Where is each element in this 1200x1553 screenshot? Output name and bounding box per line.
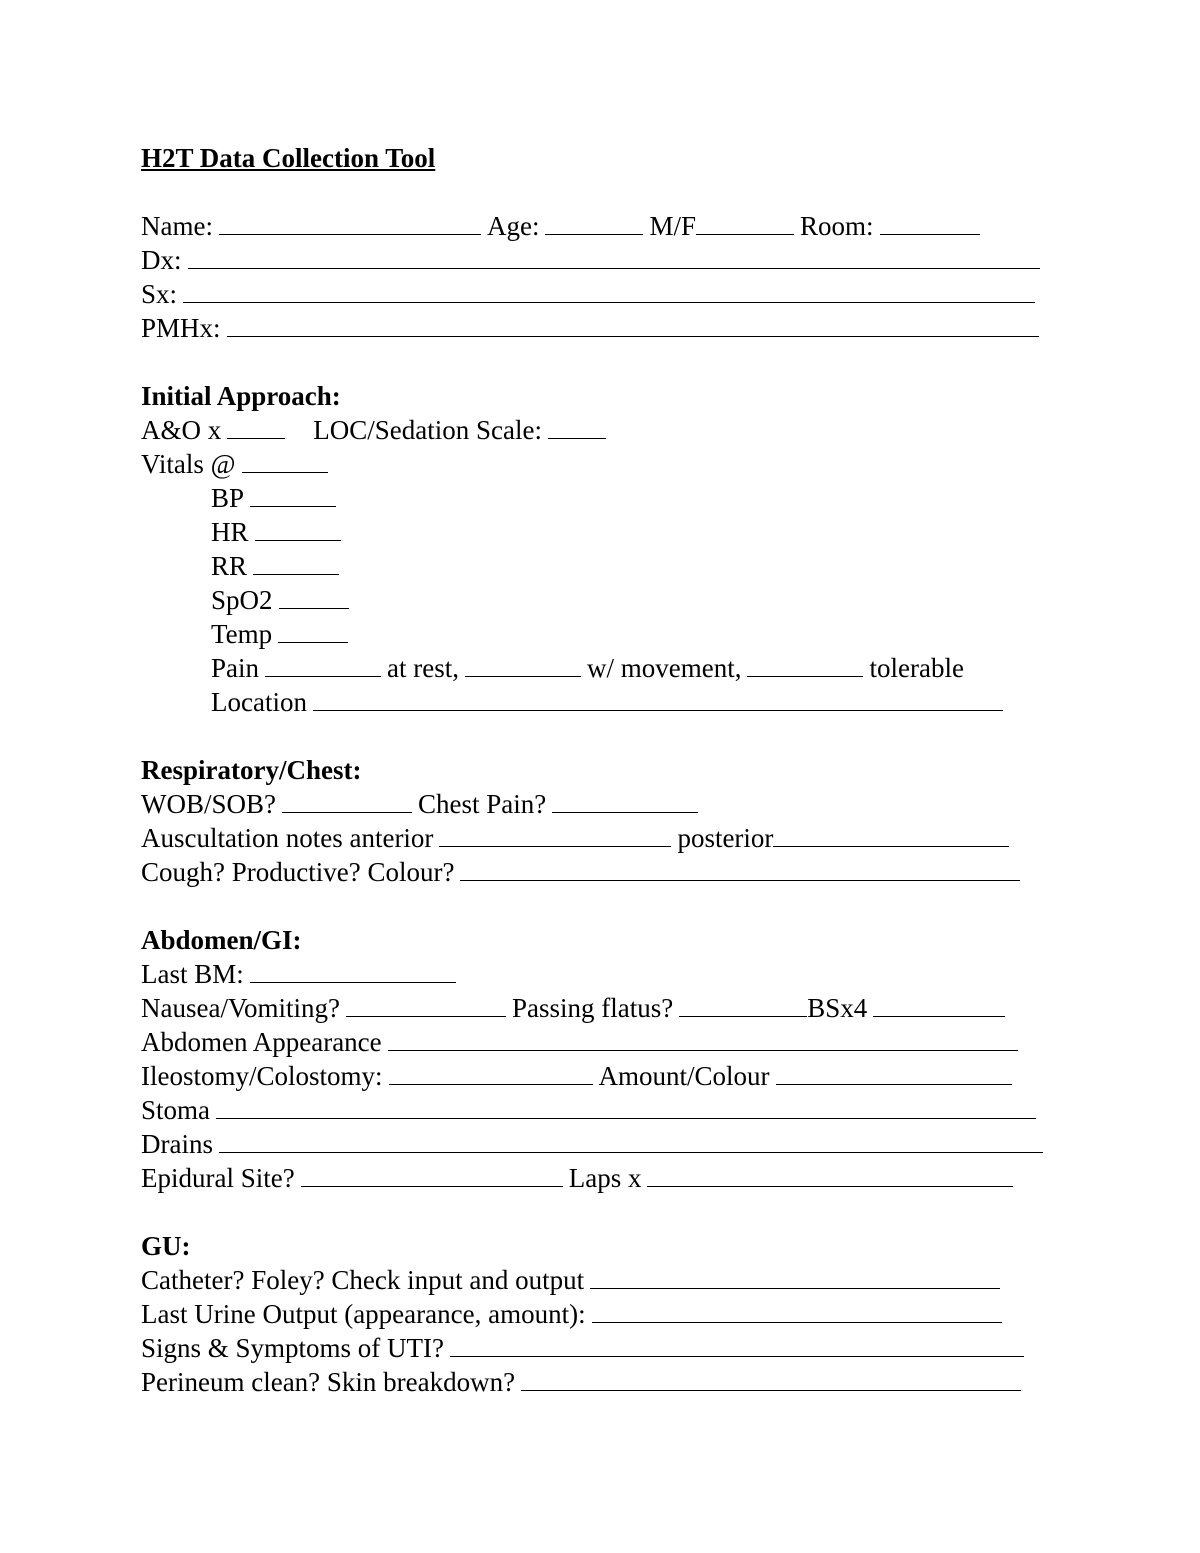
sx-field[interactable]	[183, 280, 1035, 303]
nausea-field[interactable]	[346, 994, 506, 1017]
hr-field[interactable]	[255, 518, 341, 541]
sex-label: M/F	[649, 211, 696, 241]
wob-label: WOB/SOB?	[141, 789, 276, 819]
bp-field[interactable]	[250, 484, 336, 507]
form-title: H2T Data Collection Tool	[141, 143, 436, 173]
vitals-label: Vitals @	[141, 449, 236, 479]
location-row	[141, 685, 1061, 719]
pain-movement-field[interactable]	[465, 654, 581, 677]
sx-label: Sx:	[141, 279, 178, 309]
epidural-row	[141, 1161, 1061, 1195]
epidural-field[interactable]	[301, 1164, 563, 1187]
cough-field[interactable]	[460, 858, 1020, 881]
ao-field[interactable]	[227, 416, 285, 439]
hr-row	[141, 515, 1061, 549]
temp-field[interactable]	[278, 620, 348, 643]
posterior-label: posterior	[677, 823, 774, 853]
perineum-label: Perineum clean? Skin breakdown?	[141, 1367, 516, 1397]
uti-row	[141, 1331, 1061, 1365]
initial-approach-heading-row	[141, 379, 1061, 413]
pain-label: Pain	[211, 653, 260, 683]
gu-heading-row	[141, 1229, 1061, 1263]
auscultation-row	[141, 821, 1061, 855]
initial-approach-heading: Initial Approach:	[141, 381, 341, 411]
wob-row	[141, 787, 1061, 821]
respiratory-heading: Respiratory/Chest:	[141, 755, 362, 785]
drains-row	[141, 1127, 1061, 1161]
abdomen-appearance-row	[141, 1025, 1061, 1059]
bp-label: BP	[211, 483, 245, 513]
pmhx-row	[141, 311, 1061, 345]
laps-label: Laps x	[568, 1163, 642, 1193]
last-bm-label: Last BM:	[141, 959, 244, 989]
ao-label: A&O x	[141, 415, 222, 445]
ao-row	[141, 413, 1061, 447]
catheter-label: Catheter? Foley? Check input and output	[141, 1265, 585, 1295]
abdomen-heading-row	[141, 923, 1061, 957]
bs-label: BSx4	[807, 993, 868, 1023]
perineum-row	[141, 1365, 1061, 1399]
pain-tolerable-label: tolerable	[869, 653, 964, 683]
pain-tolerable-field[interactable]	[747, 654, 863, 677]
name-field[interactable]	[219, 212, 481, 235]
sex-field[interactable]	[696, 212, 794, 235]
drains-label: Drains	[141, 1129, 213, 1159]
bs-field[interactable]	[873, 994, 1005, 1017]
last-bm-row	[141, 957, 1061, 991]
abdomen-appearance-field[interactable]	[388, 1028, 1018, 1051]
stoma-row	[141, 1093, 1061, 1127]
chest-pain-label: Chest Pain?	[418, 789, 547, 819]
flatus-field[interactable]	[679, 994, 807, 1017]
room-label: Room:	[800, 211, 874, 241]
abdomen-appearance-label: Abdomen Appearance	[141, 1027, 382, 1057]
gu-heading: GU:	[141, 1231, 191, 1261]
pmhx-label: PMHx:	[141, 313, 221, 343]
urine-output-row	[141, 1297, 1061, 1331]
location-field[interactable]	[313, 688, 1003, 711]
dx-label: Dx:	[141, 245, 182, 275]
name-label: Name:	[141, 211, 213, 241]
nausea-row	[141, 991, 1061, 1025]
catheter-field[interactable]	[590, 1266, 1000, 1289]
patient-info-row	[141, 209, 1061, 243]
wob-field[interactable]	[282, 790, 412, 813]
vitals-time-field[interactable]	[242, 450, 328, 473]
urine-output-field[interactable]	[592, 1300, 1002, 1323]
laps-field[interactable]	[647, 1164, 1013, 1187]
epidural-label: Epidural Site?	[141, 1163, 295, 1193]
cough-label: Cough? Productive? Colour?	[141, 857, 455, 887]
auscultation-posterior-field[interactable]	[773, 824, 1009, 847]
catheter-row	[141, 1263, 1061, 1297]
hr-label: HR	[211, 517, 249, 547]
flatus-label: Passing flatus?	[511, 993, 674, 1023]
pain-rest-field[interactable]	[265, 654, 381, 677]
stoma-field[interactable]	[216, 1096, 1036, 1119]
location-label: Location	[211, 687, 307, 717]
amount-colour-label: Amount/Colour	[598, 1061, 770, 1091]
abdomen-heading: Abdomen/GI:	[141, 925, 302, 955]
perineum-field[interactable]	[521, 1368, 1021, 1391]
spo2-row	[141, 583, 1061, 617]
ostomy-row	[141, 1059, 1061, 1093]
auscultation-label: Auscultation notes anterior	[141, 823, 434, 853]
dx-row	[141, 243, 1061, 277]
amount-colour-field[interactable]	[776, 1062, 1012, 1085]
rr-field[interactable]	[253, 552, 339, 575]
uti-label: Signs & Symptoms of UTI?	[141, 1333, 445, 1363]
respiratory-heading-row	[141, 753, 1061, 787]
chest-pain-field[interactable]	[552, 790, 698, 813]
bp-row	[141, 481, 1061, 515]
drains-field[interactable]	[219, 1130, 1043, 1153]
loc-field[interactable]	[548, 416, 606, 439]
ostomy-field[interactable]	[389, 1062, 593, 1085]
form-title-row	[141, 141, 1061, 175]
pain-rest-label: at rest,	[387, 653, 459, 683]
age-field[interactable]	[545, 212, 643, 235]
cough-row	[141, 855, 1061, 889]
spo2-field[interactable]	[279, 586, 349, 609]
temp-row	[141, 617, 1061, 651]
dx-field[interactable]	[188, 246, 1040, 269]
temp-label: Temp	[211, 619, 273, 649]
pmhx-field[interactable]	[227, 314, 1039, 337]
pain-row	[141, 651, 1061, 685]
pain-movement-label: w/ movement,	[587, 653, 742, 683]
nausea-label: Nausea/Vomiting?	[141, 993, 340, 1023]
rr-row	[141, 549, 1061, 583]
spo2-label: SpO2	[211, 585, 273, 615]
urine-output-label: Last Urine Output (appearance, amount):	[141, 1299, 586, 1329]
vitals-row	[141, 447, 1061, 481]
uti-field[interactable]	[450, 1334, 1024, 1357]
stoma-label: Stoma	[141, 1095, 211, 1125]
last-bm-field[interactable]	[250, 960, 456, 983]
form-page	[141, 141, 1061, 1399]
age-label: Age:	[486, 211, 540, 241]
ostomy-label: Ileostomy/Colostomy:	[141, 1061, 383, 1091]
sx-row	[141, 277, 1061, 311]
loc-label: LOC/Sedation Scale:	[313, 415, 542, 445]
auscultation-anterior-field[interactable]	[439, 824, 671, 847]
rr-label: RR	[211, 551, 248, 581]
room-field[interactable]	[880, 212, 980, 235]
